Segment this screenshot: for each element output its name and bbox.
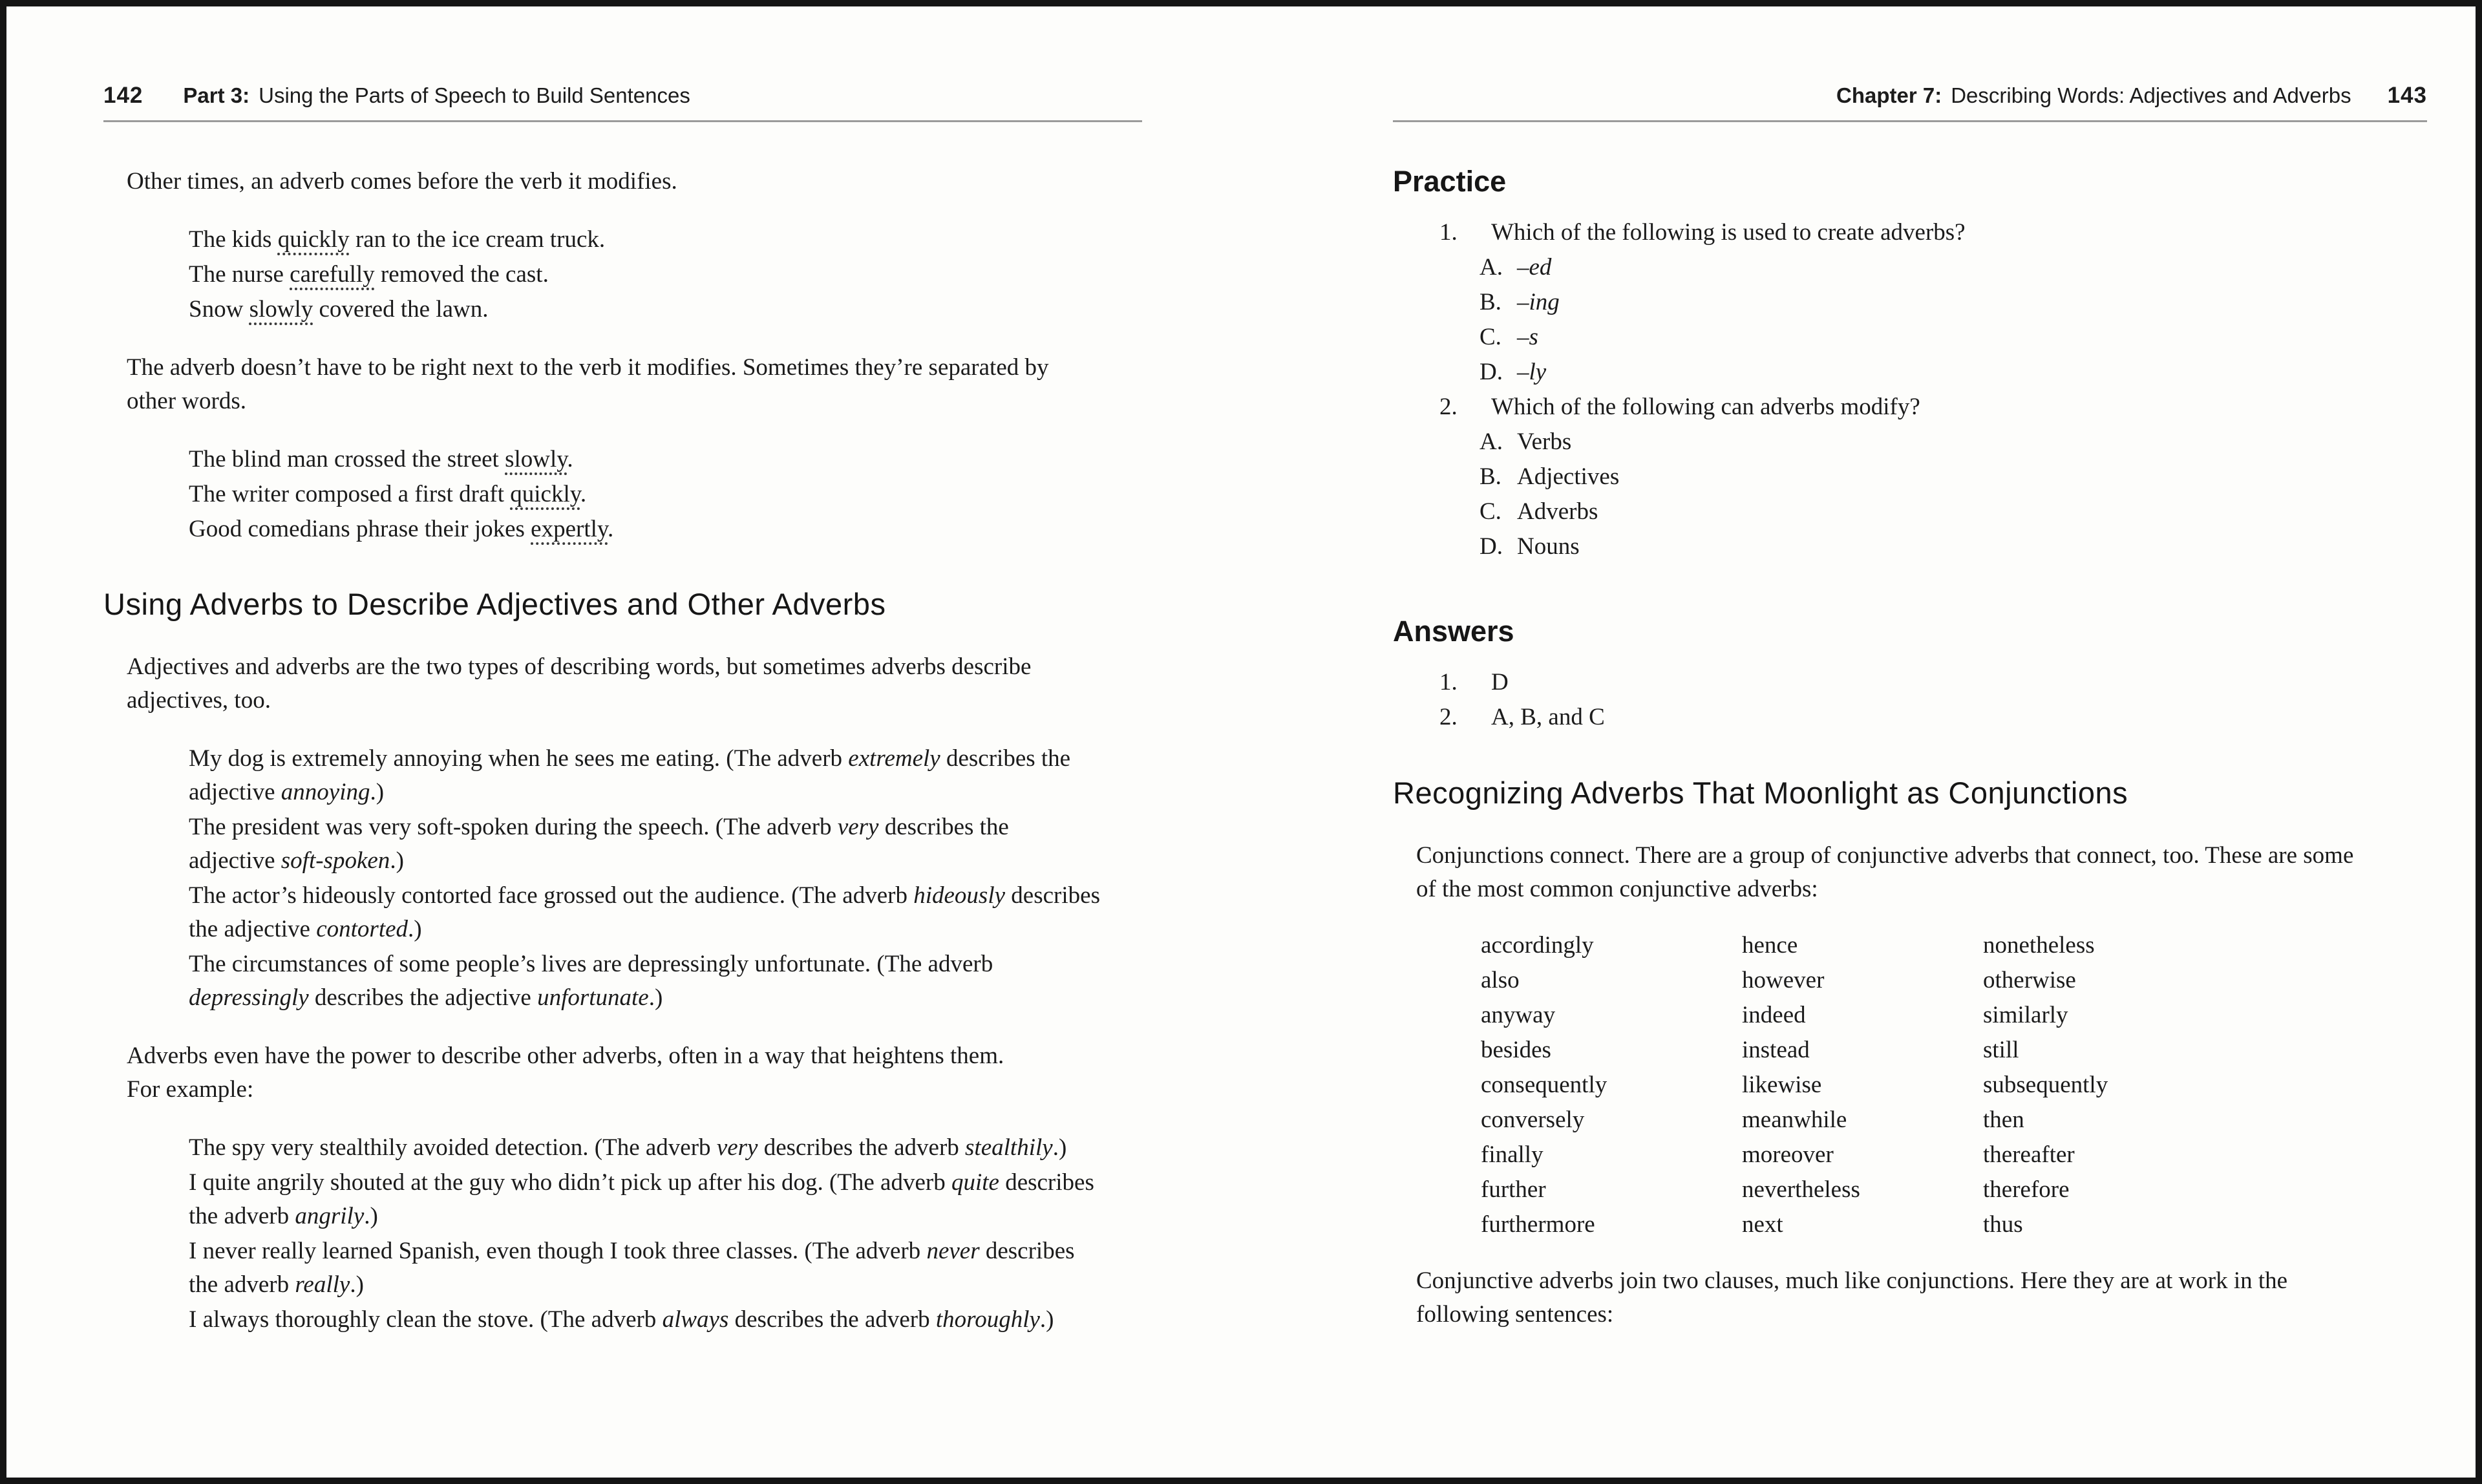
italic-term: soft-spoken (281, 847, 390, 874)
conjunctive-adverb: subsequently (1983, 1072, 2108, 1098)
text-run: Conjunctive adverbs join two clauses, much like conjunctions. Here they are at work in the (1416, 1267, 2288, 1294)
example-group (189, 223, 1142, 326)
text-run: Adjectives (1517, 463, 1620, 490)
adverb-column (1481, 928, 1742, 1242)
answer-option (1480, 320, 2427, 355)
italic-term: never (926, 1238, 980, 1264)
conjunctive-adverb: finally (1481, 1141, 1543, 1168)
text-run: following sentences: (1416, 1301, 1614, 1328)
text-run: Nouns (1517, 533, 1580, 560)
text-run: I always thoroughly clean the stove. (The adverb (189, 1306, 663, 1333)
option-text (1517, 529, 1580, 564)
italic-term: stealthily (965, 1134, 1053, 1161)
page-right-content (1393, 165, 2427, 1331)
example-sentence (189, 1303, 1142, 1337)
italic-term: thoroughly (935, 1306, 1040, 1333)
conjunctive-adverb: also (1481, 967, 1520, 993)
italic-term: always (662, 1306, 729, 1333)
conjunctive-adverb: indeed (1742, 1002, 1806, 1028)
italic-term: quite (951, 1169, 999, 1196)
text-run: describes the adverb (758, 1134, 966, 1161)
conjunctive-adverb: conversely (1481, 1107, 1585, 1133)
italic-term: –ed (1517, 254, 1552, 281)
example-sentence (189, 258, 1142, 292)
text-run: .) (1052, 1134, 1067, 1161)
text-run: D (1491, 669, 1509, 695)
chapter-title: Describing Words: Adjectives and Adverbs (1951, 83, 2351, 107)
text-run: I quite angrily shouted at the guy who didn’t pick up after his dog. (The adverb (189, 1169, 951, 1196)
option-text (1517, 320, 1538, 355)
text-run: the adjective (189, 916, 317, 942)
body-paragraph (127, 650, 1142, 717)
example-sentence (189, 1235, 1142, 1302)
option-letter: D. (1480, 533, 1503, 560)
option-text (1517, 494, 1598, 529)
conjunctive-adverb-list (1481, 928, 2427, 1242)
chapter-label: Chapter 7: (1836, 83, 1942, 107)
option-letter: C. (1480, 498, 1501, 525)
text-run: Adjectives and adverbs are the two types of describing words, but sometimes adverbs describe (127, 653, 1032, 680)
conjunctive-adverb: nonetheless (1983, 932, 2095, 959)
option-letter: B. (1480, 289, 1501, 315)
subsection-heading: Answers (1393, 615, 1514, 648)
conjunctive-adverb: thus (1983, 1211, 2023, 1238)
body-paragraph (127, 351, 1142, 418)
page-right (1393, 83, 2427, 1353)
text-run: describes (979, 1238, 1075, 1264)
text-run: adjective (189, 847, 281, 874)
text-run: adjective (189, 779, 281, 805)
text-run: Other times, an adverb comes before the verb it modifies. (127, 168, 677, 195)
italic-term: –s (1517, 324, 1538, 350)
answer-option (1480, 529, 2427, 564)
conjunctive-adverb: accordingly (1481, 932, 1594, 959)
body-paragraph (1416, 1264, 2427, 1331)
text-run: .) (370, 779, 385, 805)
question-number: 1. (1439, 219, 1458, 246)
text-run: The blind man crossed the street (189, 446, 505, 472)
italic-term: very (837, 814, 879, 840)
answers-list (1439, 665, 2427, 735)
section-heading: Using Adverbs to Describe Adjectives and Other Adverbs (103, 587, 886, 621)
text-run: describes (999, 1169, 1094, 1196)
conjunctive-adverb: still (1983, 1037, 2019, 1063)
question-row (1439, 390, 2427, 425)
text-run: Snow (189, 296, 249, 323)
example-sentence (189, 223, 1142, 257)
page-number-right: 143 (2387, 83, 2427, 108)
text-run: .) (364, 1203, 378, 1229)
italic-term: very (716, 1134, 758, 1161)
question-text: Which of the following can adverbs modify? (1491, 394, 1920, 420)
text-run: . (580, 481, 587, 507)
text-run: A, B, and C (1491, 704, 1605, 730)
example-group (189, 443, 1142, 546)
conjunctive-adverb: besides (1481, 1037, 1551, 1063)
conjunctive-adverb: therefore (1983, 1176, 2070, 1203)
text-run: describes the adjective (308, 984, 538, 1011)
italic-term: –ly (1517, 359, 1547, 385)
text-run: I never really learned Spanish, even though I took three classes. (The adverb (189, 1238, 927, 1264)
italic-term: depressingly (189, 984, 309, 1011)
text-run: the adverb (189, 1203, 295, 1229)
option-letter: A. (1480, 429, 1503, 455)
question-item (1439, 390, 2427, 564)
section-heading: Recognizing Adverbs That Moonlight as Conjunctions (1393, 776, 2128, 810)
text-run: Adverbs (1517, 498, 1598, 525)
highlighted-adverb: expertly (531, 516, 608, 542)
text-run: describes the adverb (728, 1306, 936, 1333)
answer-option (1480, 285, 2427, 320)
part-label: Part 3: (183, 83, 250, 107)
italic-term: annoying (281, 779, 370, 805)
italic-term: hideously (913, 882, 1006, 909)
page-left (103, 83, 1142, 1361)
text-run: For example: (127, 1076, 254, 1103)
answer-number: 2. (1439, 704, 1458, 730)
answer-option (1480, 460, 2427, 494)
italic-term: contorted (316, 916, 408, 942)
text-run: ran to the ice cream truck. (349, 226, 606, 253)
text-run: Good comedians phrase their jokes (189, 516, 531, 542)
text-run: . (608, 516, 614, 542)
text-run: .) (350, 1271, 364, 1298)
conjunctive-adverb: similarly (1983, 1002, 2068, 1028)
conjunctive-adverb: however (1742, 967, 1825, 993)
answer-item (1439, 665, 2427, 700)
text-run: other words. (127, 388, 246, 414)
subsection-heading: Practice (1393, 165, 1507, 198)
text-run: The circumstances of some people’s lives are depressingly unfortunate. (The adverb (189, 951, 993, 977)
italic-term: really (295, 1271, 350, 1298)
conjunctive-adverb: meanwhile (1742, 1107, 1847, 1133)
running-head-left (103, 83, 1142, 122)
text-run: removed the cast. (374, 261, 549, 288)
option-text (1517, 460, 1619, 494)
text-run: of the most common conjunctive adverbs: (1416, 876, 1818, 902)
text-run: adjectives, too. (127, 687, 271, 714)
text-run: Conjunctions connect. There are a group of conjunctive adverbs that connect, too. These are some (1416, 842, 2354, 869)
conjunctive-adverb: further (1481, 1176, 1546, 1203)
question-text: Which of the following is used to create adverbs? (1491, 219, 1966, 246)
question-row (1439, 215, 2427, 250)
italic-term: unfortunate (537, 984, 649, 1011)
example-sentence (189, 443, 1142, 476)
highlighted-adverb: slowly (249, 296, 313, 323)
conjunctive-adverb: consequently (1481, 1072, 1607, 1098)
example-group (189, 742, 1142, 1015)
answer-item (1439, 700, 2427, 735)
text-run: The adverb doesn’t have to be right next to the verb it modifies. Sometimes they’re separated by (127, 354, 1049, 381)
text-run: .) (390, 847, 404, 874)
option-text (1517, 355, 1546, 390)
conjunctive-adverb: hence (1742, 932, 1798, 959)
text-run: the adverb (189, 1271, 295, 1298)
text-run: The kids (189, 226, 278, 253)
option-text (1517, 425, 1571, 460)
text-run: . (567, 446, 573, 472)
highlighted-adverb: quickly (510, 481, 580, 507)
part-title: Using the Parts of Speech to Build Sentences (259, 83, 690, 107)
page-number-left: 142 (103, 83, 143, 108)
conjunctive-adverb: then (1983, 1107, 2024, 1133)
example-sentence (189, 1131, 1142, 1165)
option-letter: D. (1480, 359, 1503, 385)
practice-questions (1439, 215, 2427, 564)
conjunctive-adverb: likewise (1742, 1072, 1822, 1098)
text-run: describes (1005, 882, 1100, 909)
text-run: The spy very stealthily avoided detection. (The adverb (189, 1134, 717, 1161)
running-head-right (1393, 83, 2427, 122)
answer-option (1480, 355, 2427, 390)
question-item (1439, 215, 2427, 390)
text-run: The nurse (189, 261, 290, 288)
answer-option (1480, 425, 2427, 460)
text-run: The president was very soft-spoken during the speech. (The adverb (189, 814, 838, 840)
option-text (1517, 250, 1551, 285)
example-sentence (189, 513, 1142, 546)
example-sentence (189, 948, 1142, 1015)
text-run: covered the lawn. (313, 296, 489, 323)
answer-text (1491, 665, 2427, 700)
example-sentence (189, 811, 1142, 878)
text-run: describes the (878, 814, 1009, 840)
example-sentence (189, 742, 1142, 809)
example-group (189, 1131, 1142, 1337)
text-run: My dog is extremely annoying when he sees me eating. (The adverb (189, 745, 849, 772)
example-sentence (189, 1166, 1142, 1233)
adverb-column (1742, 928, 1983, 1242)
italic-term: extremely (848, 745, 940, 772)
text-run: Verbs (1517, 429, 1572, 455)
conjunctive-adverb: furthermore (1481, 1211, 1595, 1238)
highlighted-adverb: slowly (505, 446, 567, 472)
adverb-column (1983, 928, 2427, 1242)
body-paragraph (127, 1039, 1142, 1107)
conjunctive-adverb: instead (1742, 1037, 1810, 1063)
italic-term: –ing (1517, 289, 1560, 315)
answer-option (1480, 494, 2427, 529)
text-run: describes the (940, 745, 1071, 772)
option-letter: A. (1480, 254, 1503, 281)
answer-text (1491, 700, 2427, 735)
highlighted-adverb: carefully (290, 261, 375, 288)
conjunctive-adverb: thereafter (1983, 1141, 2075, 1168)
conjunctive-adverb: otherwise (1983, 967, 2076, 993)
page-left-content (103, 165, 1142, 1337)
body-paragraph (127, 165, 1142, 198)
body-paragraph (1416, 839, 2427, 906)
conjunctive-adverb: nevertheless (1742, 1176, 1860, 1203)
answer-option (1480, 250, 2427, 285)
option-letter: C. (1480, 324, 1501, 350)
example-sentence (189, 879, 1142, 946)
example-sentence (189, 293, 1142, 326)
conjunctive-adverb: anyway (1481, 1002, 1556, 1028)
text-run: .) (1039, 1306, 1054, 1333)
answer-number: 1. (1439, 669, 1458, 695)
text-run: .) (648, 984, 663, 1011)
conjunctive-adverb: moreover (1742, 1141, 1834, 1168)
text-run: The actor’s hideously contorted face grossed out the audience. (The adverb (189, 882, 914, 909)
italic-term: angrily (295, 1203, 365, 1229)
question-number: 2. (1439, 394, 1458, 420)
highlighted-adverb: quickly (277, 226, 350, 253)
option-text (1517, 285, 1560, 320)
conjunctive-adverb: next (1742, 1211, 1783, 1238)
text-run: The writer composed a first draft (189, 481, 511, 507)
example-sentence (189, 478, 1142, 511)
text-run: .) (408, 916, 422, 942)
text-run: Adverbs even have the power to describe other adverbs, often in a way that heightens them. (127, 1043, 1004, 1069)
option-letter: B. (1480, 463, 1501, 490)
